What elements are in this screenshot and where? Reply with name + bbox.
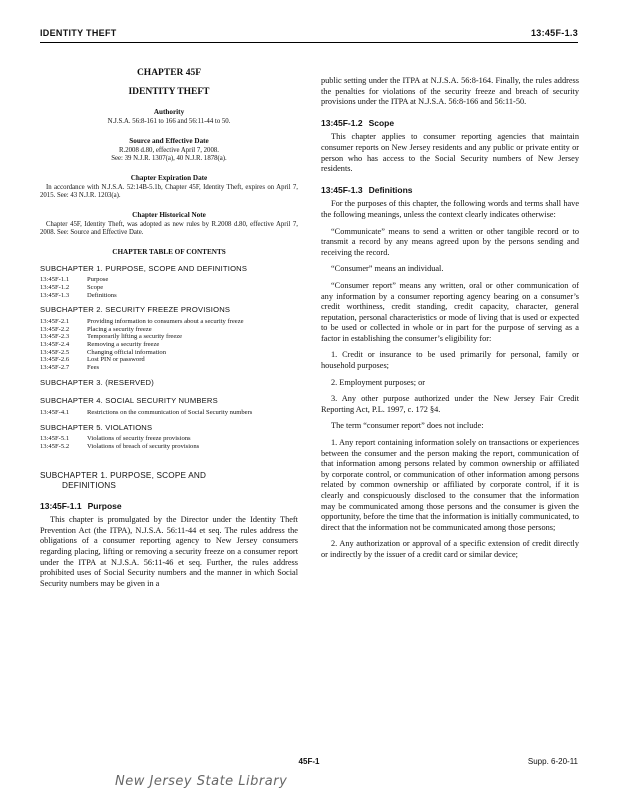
left-column xyxy=(40,56,298,595)
historical-text: Chapter 45F, Identity Theft, was adopted as new rules by R.2008 d.80, effective April 7, 2008. See: Source and Effective Date. xyxy=(40,220,298,236)
toc-subchapter-5: SUBCHAPTER 5. VIOLATIONS xyxy=(40,422,153,432)
toc-entry: 13:45F-1.2 Scope xyxy=(40,283,104,291)
definitions-intro: For the purposes of this chapter, the following words and terms shall have the following meanings, unless the context clearly indicates otherwise: xyxy=(321,199,579,219)
definition-communicate: “Communicate” means to send a written or other tangible record or to transmit a record by any means agreed upon by the persons sending and receiving the record. xyxy=(321,226,579,257)
chapter-number: CHAPTER 45F xyxy=(136,68,202,78)
purpose-continued: public setting under the ITPA at N.J.S.A. 56:8-164. Finally, the rules address the penalties for violations of the security freeze and breach of security provisions under the ITPA at N.J.S.A. 56:8-166 and 56:11-50. xyxy=(321,76,579,107)
toc-list-5 xyxy=(40,435,199,450)
toc-entry: 13:45F-5.1 Violations of security freeze provisions xyxy=(40,435,191,443)
authority-heading: Authority xyxy=(153,108,185,117)
running-header xyxy=(40,28,578,42)
header-title: IDENTITY THEFT xyxy=(40,28,117,38)
toc-heading: CHAPTER TABLE OF CONTENTS xyxy=(112,247,226,256)
list-item: 1. Any report containing information solely on transactions or experiences between the consumer and the person making the report, communication of that information among persons related by common ownership or affiliated by corporate control, or communication of other information among persons related by common ownership or affiliated by corporate control, if it is clearly and conspicuously disclosed to the consumer that the information may be communicated among those persons and the consumer is given the opportunity, before the time that the information is initially communicated, to direct that the information not be communicated among those persons; xyxy=(321,438,579,532)
toc-entry: 13:45F-1.1 Purpose xyxy=(40,276,109,284)
header-section: 13:45F-1.3 xyxy=(530,28,578,38)
expiration-text: In accordance with N.J.S.A. 52:14B-5.1b, Chapter 45F, Identity Theft, expires on April 7, 2015. See: 43 N.J.R. 1203(a). xyxy=(40,183,298,199)
chapter-title: IDENTITY THEFT xyxy=(128,86,210,97)
authority-text: N.J.S.A. 56:8-161 to 166 and 56:11-44 to 50. xyxy=(107,117,231,125)
toc-subchapter-2: SUBCHAPTER 2. SECURITY FREEZE PROVISIONS xyxy=(40,305,231,315)
toc-list-1 xyxy=(40,276,117,299)
supplement-date: Supp. 6-20-11 xyxy=(527,757,578,766)
historical-heading: Chapter Historical Note xyxy=(132,210,206,219)
toc-subchapter-4: SUBCHAPTER 4. SOCIAL SECURITY NUMBERS xyxy=(40,396,218,406)
library-stamp: New Jersey State Library xyxy=(115,774,288,789)
toc-entry: 13:45F-1.3 Definitions xyxy=(40,291,117,299)
source-text-1: R.2008 d.80, effective April 7, 2008. xyxy=(119,146,219,154)
source-heading: Source and Effective Date xyxy=(129,136,209,145)
toc-entry: 13:45F-4.1 Restrictions on the communication of Social Security numbers xyxy=(40,408,253,416)
toc-entry: 13:45F-2.3 Temporarily lifting a security freeze xyxy=(40,333,183,341)
toc-entry: 13:45F-5.2 Violations of breach of security provisions xyxy=(40,442,200,450)
section-1-1-text: This chapter is promulgated by the Director under the Identity Theft Prevention Act (the ITPA), N.J.S.A. 56:11-44 et seq. The rules address the obligations of a consumer reporting agency to New Jersey consumers regarding placing, lifting or removing a security freeze on a consumer report under the ITPA at N.J.S.A. 56:11-46 et seq. Further, the rules address prohibited uses of Social Security numbers and the manner in which Social Security numbers may be given in a xyxy=(40,515,298,588)
subchapter-1-heading: SUBCHAPTER 1. PURPOSE, SCOPE AND DEFINITIONS xyxy=(40,470,207,490)
toc-entry: 13:45F-2.6 Lost PIN or password xyxy=(40,356,145,364)
header-rule xyxy=(40,42,578,43)
not-include-text: The term “consumer report” does not include: xyxy=(331,421,484,431)
toc-entry: 13:45F-2.7 Fees xyxy=(40,364,100,372)
toc-subchapter-1: SUBCHAPTER 1. PURPOSE, SCOPE AND DEFINITIONS xyxy=(40,263,248,273)
list-item: 2. Employment purposes; or xyxy=(331,377,426,387)
toc-entry: 13:45F-2.4 Removing a security freeze xyxy=(40,340,160,348)
toc-subchapter-3: SUBCHAPTER 3. (RESERVED) xyxy=(40,377,154,387)
definition-consumer: “Consumer” means an individual. xyxy=(331,264,444,274)
toc-list-2 xyxy=(40,318,244,372)
source-text-2: See: 39 N.J.R. 1307(a), 40 N.J.R. 1878(a). xyxy=(111,154,227,162)
list-item: 2. Any authorization or approval of a specific extension of credit directly or indirectly by the issuer of a credit card or similar device; xyxy=(321,539,579,559)
toc-entry: 13:45F-2.5 Changing official information xyxy=(40,348,166,356)
toc-entry: 13:45F-2.2 Placing a security freeze xyxy=(40,325,152,333)
list-item: 1. Credit or insurance to be used primarily for personal, family or household purposes; xyxy=(321,350,579,371)
definition-consumer-report: “Consumer report” means any written, oral or other communication of any information by a consumer reporting agency bearing on a consumer’s credit worthiness, credit standing, credit capacity, character, general reputation, personal characteristics or mode of living that is used or expected to be used or collected in whole or in part for the purpose of serving as a factor in establishing the consumer’s eligibility for: xyxy=(321,280,579,343)
toc-list-4 xyxy=(40,409,252,417)
right-column xyxy=(321,56,579,567)
section-1-2-text: This chapter applies to consumer reporting agencies that maintain consumer reports on New Jersey residents and any public or private entity or person who has access to the Social Security numbers of New Jersey residents. xyxy=(321,132,579,174)
list-item: 3. Any other purpose authorized under the New Jersey Fair Credit Reporting Act, P.L. 1997, c. 172 §4. xyxy=(321,394,579,414)
toc-entry: 13:45F-2.1 Providing information to consumers about a security freeze xyxy=(40,317,244,325)
section-1-2-heading: 13:45F-1.2 Scope xyxy=(321,117,395,128)
section-1-3-heading: 13:45F-1.3 Definitions xyxy=(321,184,413,195)
section-1-1-heading: 13:45F-1.1 Purpose xyxy=(40,500,122,511)
expiration-heading: Chapter Expiration Date xyxy=(130,173,208,182)
page-number: 45F-1 xyxy=(298,757,320,766)
